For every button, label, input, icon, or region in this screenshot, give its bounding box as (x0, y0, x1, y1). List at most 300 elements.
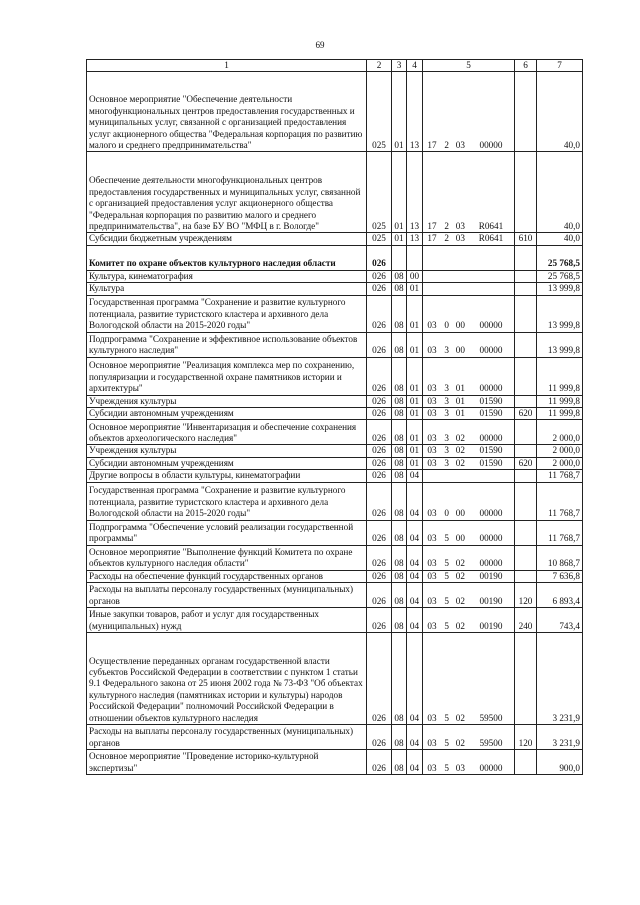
amount-cell: 2 000,0 (537, 445, 583, 457)
target-article-part: 03 (427, 508, 437, 519)
target-article-code (425, 596, 512, 607)
subsection-code-cell (407, 245, 423, 270)
column-header-5: 5 (423, 60, 515, 72)
section-code-cell (392, 245, 407, 270)
row-name-cell: Подпрограмма "Сохранение и эффективное использование объектов культурного наследия" (87, 332, 367, 357)
ministry-code-cell: 026 (367, 408, 392, 420)
expense-type-cell (515, 152, 537, 233)
expense-type-cell (515, 520, 537, 545)
table-row (87, 445, 583, 457)
table-row (87, 152, 583, 233)
ministry-code-cell: 026 (367, 245, 392, 270)
target-article-cell (423, 420, 515, 445)
ministry-code-cell: 026 (367, 420, 392, 445)
ministry-code-cell: 026 (367, 470, 392, 482)
expense-type-cell (515, 633, 537, 725)
row-name-cell: Государственная программа "Сохранение и развитие культурного потенциала, развитие туристского кластера и архивного дела Вологодской области на 2015-2020 годы" (87, 482, 367, 520)
section-code-cell: 01 (392, 152, 407, 233)
target-article-part: 00 (455, 533, 465, 544)
amount-cell: 13 999,8 (537, 283, 583, 295)
section-code-cell: 08 (392, 482, 407, 520)
target-article-part: 02 (455, 445, 465, 456)
budget-table (86, 59, 583, 775)
target-article-part: 0 (444, 508, 449, 519)
subsection-code-cell: 04 (407, 570, 423, 582)
section-code-cell: 08 (392, 608, 407, 633)
row-name-cell: Основное мероприятие "Выполнение функций Комитета по охране объектов культурного наследия области" (87, 545, 367, 570)
subsection-code-cell: 04 (407, 545, 423, 570)
ministry-code-cell: 026 (367, 332, 392, 357)
target-article-code (425, 571, 512, 582)
ministry-code-cell: 026 (367, 357, 392, 395)
row-name-cell: Основное мероприятие "Обеспечение деятельности многофункциональных центров предоставления государственных и муниципальных услуг, связанной с организацией предоставления услуг акционерного общества "Федеральная корпорация по развитию малого и среднего предпринимательства" (87, 72, 367, 152)
target-article-cell (423, 520, 515, 545)
ministry-code-cell: 026 (367, 457, 392, 469)
amount-cell: 13 999,8 (537, 295, 583, 332)
target-article-part: 3 (444, 383, 449, 394)
subsection-code-cell: 04 (407, 482, 423, 520)
table-row (87, 725, 583, 750)
subsection-code-cell: 04 (407, 725, 423, 750)
expense-type-cell (515, 470, 537, 482)
expense-type-cell (515, 750, 537, 775)
target-article-part: 02 (455, 570, 465, 581)
expense-type-cell: 610 (515, 233, 537, 245)
ministry-code-cell: 026 (367, 445, 392, 457)
target-article-part: 0 (444, 320, 449, 331)
target-article-part: 17 (427, 140, 437, 150)
target-article-code (425, 383, 512, 394)
table-row (87, 245, 583, 270)
target-article-part: 00190 (479, 570, 503, 581)
target-article-part: 03 (427, 620, 437, 631)
target-article-part: 02 (455, 712, 465, 723)
amount-cell: 40,0 (537, 72, 583, 152)
row-name-cell: Субсидии автономным учреждениям (87, 457, 367, 469)
row-name-cell: Культура (87, 283, 367, 295)
amount-cell: 11 999,8 (537, 408, 583, 420)
target-article-part: 5 (444, 737, 449, 748)
target-article-part: 03 (427, 570, 437, 581)
target-article-part: 03 (427, 712, 437, 723)
target-article-part: 03 (455, 762, 465, 773)
target-article-cell (423, 295, 515, 332)
amount-cell: 900,0 (537, 750, 583, 775)
row-name-cell: Государственная программа "Сохранение и развитие культурного потенциала, развитие туристского кластера и архивного дела Вологодской области на 2015-2020 годы" (87, 295, 367, 332)
subsection-code-cell: 13 (407, 72, 423, 152)
target-article-cell (423, 72, 515, 152)
subsection-code-cell: 01 (407, 420, 423, 445)
table-body (87, 72, 583, 775)
target-article-part: 00000 (479, 140, 503, 150)
target-article-part: 03 (427, 595, 437, 606)
table-row (87, 545, 583, 570)
row-name-cell: Расходы на выплаты персоналу государственных (муниципальных) органов (87, 725, 367, 750)
target-article-part: 03 (427, 433, 437, 444)
target-article-part: 2 (444, 140, 449, 150)
section-code-cell: 08 (392, 357, 407, 395)
section-code-cell: 08 (392, 395, 407, 407)
subsection-code-cell: 01 (407, 395, 423, 407)
target-article-cell (423, 245, 515, 270)
section-code-cell: 08 (392, 583, 407, 608)
table-row (87, 520, 583, 545)
target-article-code (425, 233, 512, 244)
column-number-row (87, 60, 583, 72)
target-article-cell (423, 395, 515, 407)
target-article-code (425, 140, 512, 151)
subsection-code-cell: 13 (407, 233, 423, 245)
amount-cell: 2 000,0 (537, 457, 583, 469)
target-article-part: 01 (455, 395, 465, 406)
target-article-part: 3 (444, 395, 449, 406)
target-article-cell (423, 545, 515, 570)
target-article-part: 03 (427, 737, 437, 748)
row-name-cell: Обеспечение деятельности многофункциональных центров предоставления государственных и муниципальных услуг, связанной с организацией предоставления услуг акционерного общества "Федеральная корпорация по развитию малого и среднего предпринимательства", на базе БУ ВО "МФЦ в г. Вологде" (87, 152, 367, 233)
target-article-part: 00000 (479, 433, 503, 444)
target-article-code (425, 396, 512, 407)
target-article-cell (423, 332, 515, 357)
target-article-code (425, 508, 512, 519)
column-header-2: 2 (367, 60, 392, 72)
row-name-cell: Расходы на обеспечение функций государственных органов (87, 570, 367, 582)
target-article-part: 00 (455, 508, 465, 519)
target-article-part: 5 (444, 762, 449, 773)
target-article-cell (423, 570, 515, 582)
table-row (87, 295, 583, 332)
table-row (87, 283, 583, 295)
ministry-code-cell: 026 (367, 725, 392, 750)
ministry-code-cell: 026 (367, 583, 392, 608)
expense-type-cell (515, 332, 537, 357)
target-article-part: 5 (444, 570, 449, 581)
table-row (87, 395, 583, 407)
target-article-part: 02 (455, 595, 465, 606)
table-row (87, 470, 583, 482)
expense-type-cell (515, 482, 537, 520)
target-article-part: 03 (427, 383, 437, 394)
target-article-part: 03 (427, 345, 437, 356)
target-article-part: 59500 (479, 712, 503, 723)
amount-cell: 743,4 (537, 608, 583, 633)
target-article-cell (423, 633, 515, 725)
target-article-code (425, 621, 512, 632)
subsection-code-cell: 01 (407, 408, 423, 420)
target-article-part: 03 (455, 140, 465, 150)
amount-cell: 25 768,5 (537, 270, 583, 282)
target-article-part: 3 (444, 433, 449, 444)
section-code-cell: 08 (392, 570, 407, 582)
target-article-part: 2 (444, 221, 449, 231)
subsection-code-cell: 04 (407, 470, 423, 482)
target-article-part: 00000 (479, 762, 503, 773)
table-row (87, 750, 583, 775)
target-article-part: 01590 (479, 395, 503, 406)
target-article-code (425, 558, 512, 569)
target-article-cell (423, 482, 515, 520)
section-code-cell: 08 (392, 750, 407, 775)
target-article-part: 03 (427, 533, 437, 544)
target-article-code (425, 345, 512, 356)
target-article-part: 03 (427, 457, 437, 468)
amount-cell: 7 636,8 (537, 570, 583, 582)
section-code-cell: 08 (392, 470, 407, 482)
expense-type-cell: 120 (515, 725, 537, 750)
target-article-part: 3 (444, 457, 449, 468)
expense-type-cell: 120 (515, 583, 537, 608)
column-header-6: 6 (515, 60, 537, 72)
target-article-cell (423, 283, 515, 295)
expense-type-cell: 240 (515, 608, 537, 633)
target-article-cell (423, 445, 515, 457)
row-name-cell: Комитет по охране объектов культурного наследия области (87, 245, 367, 270)
subsection-code-cell: 04 (407, 608, 423, 633)
target-article-part: 03 (427, 408, 437, 419)
row-name-cell: Субсидии автономным учреждениям (87, 408, 367, 420)
row-name-cell: Другие вопросы в области культуры, кинематографии (87, 470, 367, 482)
target-article-code (425, 713, 512, 724)
amount-cell: 10 868,7 (537, 545, 583, 570)
subsection-code-cell: 04 (407, 520, 423, 545)
target-article-part: 00190 (479, 595, 503, 606)
amount-cell: 3 231,9 (537, 725, 583, 750)
table-row (87, 583, 583, 608)
target-article-code (425, 320, 512, 331)
section-code-cell: 08 (392, 445, 407, 457)
section-code-cell: 08 (392, 520, 407, 545)
subsection-code-cell: 04 (407, 583, 423, 608)
ministry-code-cell: 026 (367, 633, 392, 725)
target-article-code (425, 408, 512, 419)
amount-cell: 25 768,5 (537, 245, 583, 270)
target-article-part: 01 (455, 383, 465, 394)
ministry-code-cell: 026 (367, 608, 392, 633)
target-article-part: 01590 (479, 445, 503, 456)
column-header-7: 7 (537, 60, 583, 72)
target-article-cell (423, 457, 515, 469)
row-name-cell: Основное мероприятие "Проведение историко-культурной экспертизы" (87, 750, 367, 775)
expense-type-cell (515, 270, 537, 282)
expense-type-cell (515, 295, 537, 332)
section-code-cell: 08 (392, 725, 407, 750)
amount-cell: 13 999,8 (537, 332, 583, 357)
amount-cell: 40,0 (537, 152, 583, 233)
target-article-part: 03 (455, 221, 465, 231)
target-article-part: 03 (427, 395, 437, 406)
subsection-code-cell: 01 (407, 283, 423, 295)
expense-type-cell (515, 72, 537, 152)
expense-type-cell (515, 245, 537, 270)
section-code-cell: 01 (392, 72, 407, 152)
row-name-cell: Учреждения культуры (87, 395, 367, 407)
section-code-cell: 01 (392, 233, 407, 245)
target-article-part: 00000 (479, 383, 503, 394)
subsection-code-cell: 01 (407, 445, 423, 457)
ministry-code-cell: 026 (367, 270, 392, 282)
expense-type-cell (515, 570, 537, 582)
section-code-cell: 08 (392, 270, 407, 282)
section-code-cell: 08 (392, 420, 407, 445)
subsection-code-cell: 01 (407, 332, 423, 357)
table-row (87, 233, 583, 245)
column-header-4: 4 (407, 60, 423, 72)
column-header-3: 3 (392, 60, 407, 72)
ministry-code-cell: 025 (367, 72, 392, 152)
target-article-part: 5 (444, 595, 449, 606)
target-article-part: 00000 (479, 533, 503, 544)
row-name-cell: Иные закупки товаров, работ и услуг для государственных (муниципальных) нужд (87, 608, 367, 633)
target-article-part: 03 (427, 445, 437, 456)
amount-cell: 2 000,0 (537, 420, 583, 445)
page-number: 69 (315, 40, 325, 50)
target-article-part: 03 (427, 320, 437, 331)
target-article-part: 02 (455, 457, 465, 468)
column-header-1: 1 (87, 60, 367, 72)
row-name-cell: Подпрограмма "Обеспечение условий реализации государственной программы" (87, 520, 367, 545)
amount-cell: 3 231,9 (537, 633, 583, 725)
section-code-cell: 08 (392, 332, 407, 357)
section-code-cell: 08 (392, 283, 407, 295)
target-article-part: 5 (444, 620, 449, 631)
row-name-cell: Расходы на выплаты персоналу государственных (муниципальных) органов (87, 583, 367, 608)
section-code-cell: 08 (392, 633, 407, 725)
expense-type-cell (515, 445, 537, 457)
ministry-code-cell: 025 (367, 152, 392, 233)
row-name-cell: Основное мероприятие "Реализация комплекса мер по сохранению, популяризации и государственной охране памятников истории и архитектуры" (87, 357, 367, 395)
amount-cell: 11 999,8 (537, 357, 583, 395)
target-article-part: 02 (455, 433, 465, 444)
table-row (87, 420, 583, 445)
subsection-code-cell: 00 (407, 270, 423, 282)
target-article-part: 00190 (479, 620, 503, 631)
target-article-part: 17 (427, 221, 437, 231)
expense-type-cell (515, 545, 537, 570)
subsection-code-cell: 04 (407, 633, 423, 725)
target-article-code (425, 738, 512, 749)
target-article-part: 5 (444, 712, 449, 723)
subsection-code-cell: 13 (407, 152, 423, 233)
ministry-code-cell: 026 (367, 545, 392, 570)
expense-type-cell (515, 420, 537, 445)
section-code-cell: 08 (392, 457, 407, 469)
target-article-part: 01590 (479, 457, 503, 468)
target-article-cell (423, 357, 515, 395)
amount-cell: 11 768,7 (537, 470, 583, 482)
target-article-part: 03 (427, 762, 437, 773)
target-article-code (425, 445, 512, 456)
target-article-cell (423, 270, 515, 282)
target-article-cell (423, 233, 515, 245)
table-row (87, 608, 583, 633)
expense-type-cell (515, 395, 537, 407)
target-article-code (425, 533, 512, 544)
target-article-part: 00 (455, 345, 465, 356)
target-article-part: 5 (444, 558, 449, 569)
target-article-cell (423, 608, 515, 633)
target-article-cell (423, 408, 515, 420)
ministry-code-cell: 026 (367, 283, 392, 295)
subsection-code-cell: 01 (407, 295, 423, 332)
target-article-part: 3 (444, 445, 449, 456)
table-row (87, 72, 583, 152)
table-row (87, 332, 583, 357)
target-article-part: 00000 (479, 508, 503, 519)
target-article-part: 00000 (479, 320, 503, 331)
target-article-part: 2 (444, 233, 449, 244)
target-article-cell (423, 470, 515, 482)
section-code-cell: 08 (392, 295, 407, 332)
amount-cell: 11 768,7 (537, 520, 583, 545)
target-article-cell (423, 152, 515, 233)
table-row (87, 270, 583, 282)
target-article-code (425, 763, 512, 774)
table-row (87, 408, 583, 420)
ministry-code-cell: 026 (367, 750, 392, 775)
table-row (87, 357, 583, 395)
target-article-code (425, 458, 512, 469)
target-article-cell (423, 725, 515, 750)
section-code-cell: 08 (392, 545, 407, 570)
target-article-part: 02 (455, 737, 465, 748)
subsection-code-cell: 04 (407, 750, 423, 775)
row-name-cell: Осуществление переданных органам государственной власти субъектов Российской Федерации в соответствии с пунктом 1 статьи 9.1 Федерального закона от 25 июня 2002 года № 73-ФЗ "Об объектах культурного наследия (памятниках истории и культуры) народов Российской Федерации" полномочий Российской Федерации в отношении объектов культурного наследия (87, 633, 367, 725)
target-article-part: 59500 (479, 737, 503, 748)
target-article-code (425, 221, 512, 232)
target-article-code (425, 433, 512, 444)
row-name-cell: Основное мероприятие "Инвентаризация и обеспечение сохранения объектов археологического наследия" (87, 420, 367, 445)
target-article-part: 3 (444, 408, 449, 419)
ministry-code-cell: 025 (367, 233, 392, 245)
row-name-cell: Субсидии бюджетным учреждениям (87, 233, 367, 245)
expense-type-cell (515, 283, 537, 295)
table-row (87, 482, 583, 520)
target-article-part: 03 (427, 558, 437, 569)
target-article-part: 02 (455, 558, 465, 569)
amount-cell: 40,0 (537, 233, 583, 245)
target-article-part: 00000 (479, 345, 503, 356)
table-row (87, 633, 583, 725)
target-article-cell (423, 583, 515, 608)
table-row (87, 457, 583, 469)
ministry-code-cell: 026 (367, 395, 392, 407)
target-article-part: 03 (455, 233, 465, 244)
target-article-part: R0641 (478, 233, 504, 244)
row-name-cell: Учреждения культуры (87, 445, 367, 457)
ministry-code-cell: 026 (367, 482, 392, 520)
ministry-code-cell: 026 (367, 295, 392, 332)
ministry-code-cell: 026 (367, 570, 392, 582)
amount-cell: 11 999,8 (537, 395, 583, 407)
target-article-part: 01590 (479, 408, 503, 419)
ministry-code-cell: 026 (367, 520, 392, 545)
target-article-part: 3 (444, 345, 449, 356)
expense-type-cell: 620 (515, 408, 537, 420)
target-article-part: 00 (455, 320, 465, 331)
subsection-code-cell: 01 (407, 357, 423, 395)
target-article-part: R0641 (478, 221, 504, 231)
section-code-cell: 08 (392, 408, 407, 420)
target-article-part: 17 (427, 233, 437, 244)
table-row (87, 570, 583, 582)
target-article-cell (423, 750, 515, 775)
amount-cell: 11 768,7 (537, 482, 583, 520)
target-article-part: 02 (455, 620, 465, 631)
target-article-part: 5 (444, 533, 449, 544)
subsection-code-cell: 01 (407, 457, 423, 469)
target-article-part: 01 (455, 408, 465, 419)
target-article-part: 00000 (479, 558, 503, 569)
row-name-cell: Культура, кинематография (87, 270, 367, 282)
